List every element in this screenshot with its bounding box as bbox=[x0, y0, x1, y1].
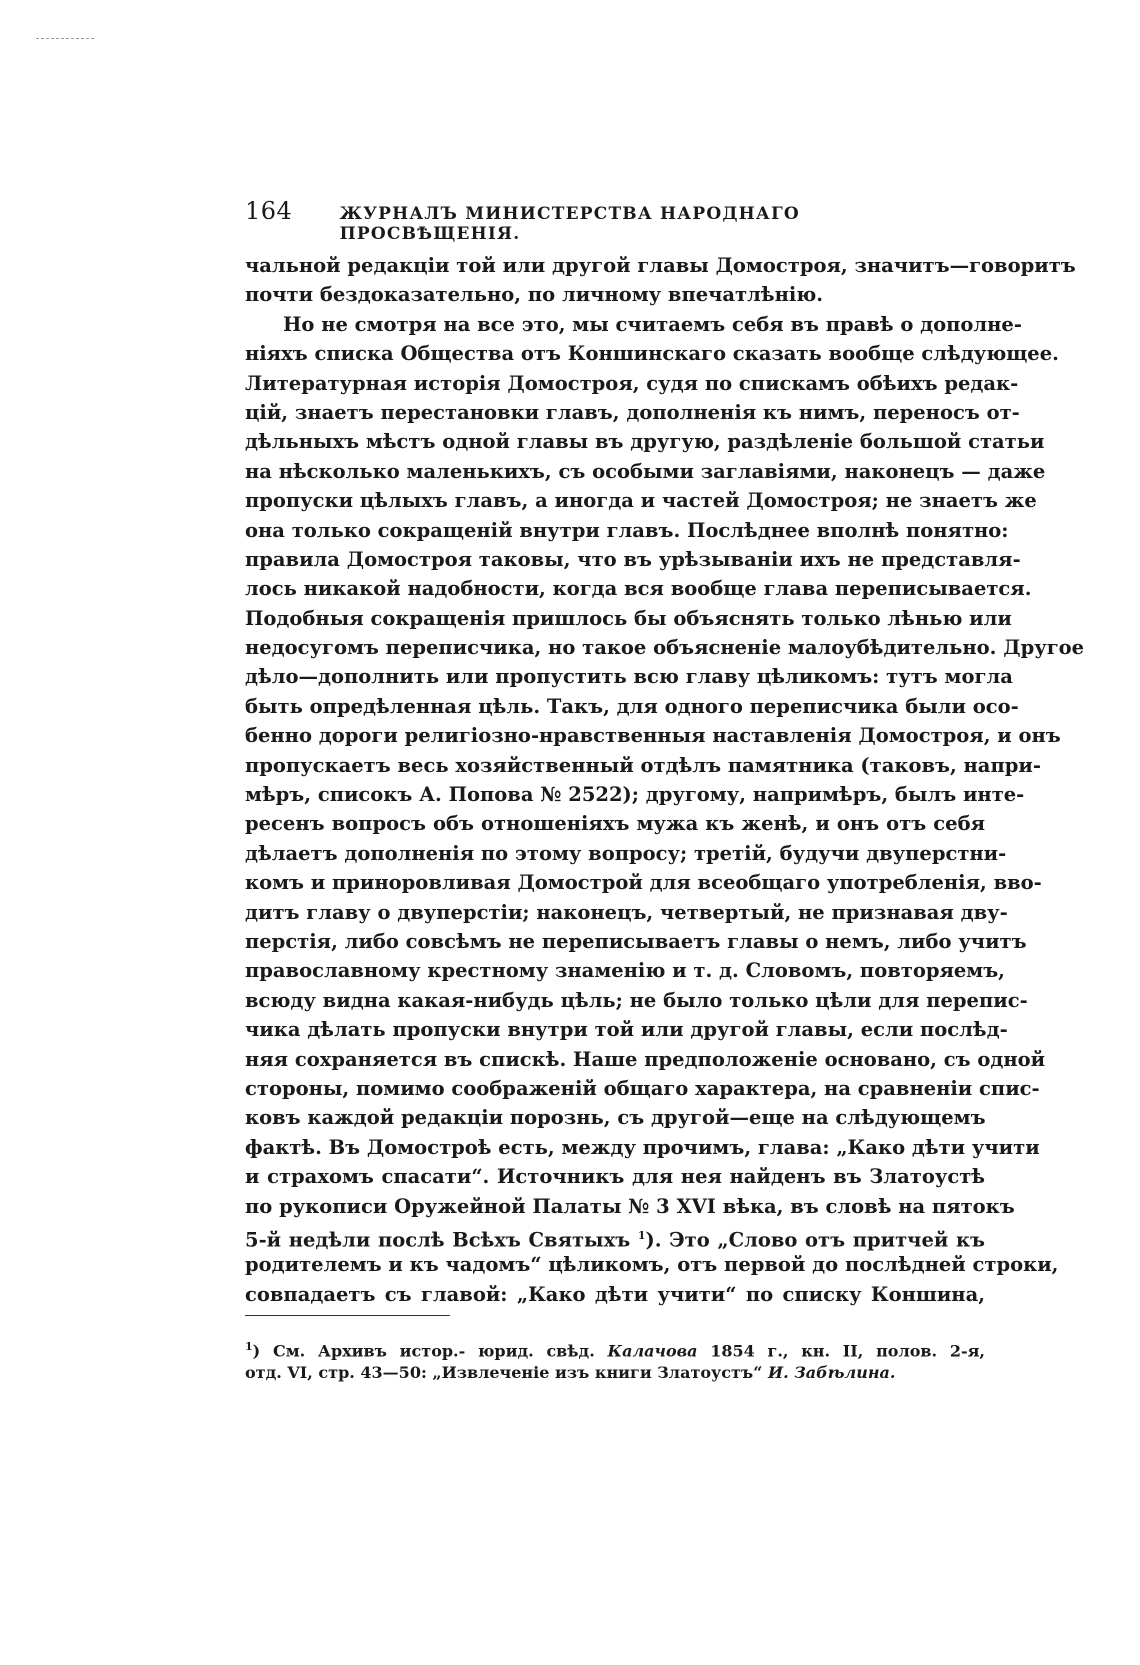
text-fragment: 5-й недѣли послѣ Всѣхъ Святыхъ bbox=[245, 1228, 631, 1252]
text-line: Литературная исторія Домостроя, судя по спискамъ обѣихъ редак- bbox=[245, 371, 1019, 395]
text-line: дѣло—дополнить или пропустить всю главу цѣликомъ: тутъ могла bbox=[245, 665, 1013, 689]
text-line: мѣръ, списокъ А. Попова № 2522); другому, напримѣръ, былъ инте- bbox=[245, 783, 1025, 807]
author-name: Калачова bbox=[607, 1341, 698, 1361]
footnote-line bbox=[245, 1334, 985, 1360]
text-line: пропуски цѣлыхъ главъ, а иногда и частей Домостроя; не знаетъ же bbox=[245, 489, 1037, 513]
text-fragment: отд. VI, стр. 43—50: „Извлеченіе изъ книги Златоустъ“ bbox=[245, 1363, 768, 1383]
text-fragment: ) См. Архивъ истор.- юрид. свѣд. bbox=[252, 1341, 608, 1361]
footnote-marker: 1 bbox=[245, 1340, 253, 1354]
body-text bbox=[245, 251, 1085, 1309]
footnote-reference: 1 bbox=[637, 1228, 646, 1242]
text-line: и страхомъ спасати“. Источникъ для нея найденъ въ Златоустѣ bbox=[245, 1165, 985, 1189]
text-line: родителемъ и къ чадомъ“ цѣликомъ, отъ первой до послѣдней строки, bbox=[245, 1253, 1059, 1277]
text-line: ніяхъ списка Общества отъ Коншинскаго сказать вообще слѣдующее. bbox=[245, 342, 1059, 366]
text-line: Подобныя сокращенія пришлось бы объяснять только лѣнью или bbox=[245, 606, 1012, 630]
author-name: И. Забѣлина. bbox=[767, 1363, 896, 1383]
text-line: цій, знаетъ перестановки главъ, дополненія къ нимъ, переносъ от- bbox=[245, 400, 1020, 424]
scan-edge-mark bbox=[36, 38, 94, 40]
text-line: быть опредѣленная цѣль. Такъ, для одного переписчика были осо- bbox=[245, 694, 1019, 718]
text-line: перстія, либо совсѣмъ не переписываетъ главы о немъ, либо учитъ bbox=[245, 929, 1027, 953]
text-line: Но не смотря на все это, мы считаемъ себя въ правѣ о дополне- bbox=[283, 312, 1022, 336]
text-line: на нѣсколько маленькихъ, съ особыми заглавіями, наконецъ — даже bbox=[245, 459, 1046, 483]
text-line: дѣлаетъ дополненія по этому вопросу; третій, будучи двуперстни- bbox=[245, 841, 1007, 865]
page-header bbox=[245, 197, 985, 244]
footnote-separator bbox=[245, 1315, 450, 1316]
text-line: всюду видна какая-нибудь цѣль; не было только цѣли для перепис- bbox=[245, 988, 1028, 1012]
page-content bbox=[245, 197, 1085, 1386]
text-line: она только сокращеній внутри главъ. Послѣднее вполнѣ понятно: bbox=[245, 518, 1009, 542]
text-line: правила Домостроя таковы, что въ урѣзываніи ихъ не представля- bbox=[245, 547, 1021, 571]
footnote-line bbox=[245, 1360, 985, 1386]
text-line: пропускаетъ весь хозяйственный отдѣлъ памятника (таковъ, напри- bbox=[245, 753, 1041, 777]
text-line: чика дѣлать пропуски внутри той или другой главы, если послѣд- bbox=[245, 1018, 1008, 1042]
text-line: бенно дороги религіозно-нравственныя наставленія Домостроя, и онъ bbox=[245, 724, 1061, 748]
footnote bbox=[245, 1334, 985, 1386]
text-line: дитъ главу о двуперстіи; наконецъ, четвертый, не признавая дву- bbox=[245, 900, 1008, 924]
text-fragment: ). Это „Слово отъ притчей къ bbox=[645, 1228, 985, 1252]
page-number: 164 bbox=[245, 197, 293, 225]
paragraph-1 bbox=[245, 251, 1076, 310]
text-line: лось никакой надобности, когда вся вообще глава переписывается. bbox=[245, 577, 1032, 601]
text-line: православному крестному знаменію и т. д. Словомъ, повторяемъ, bbox=[245, 959, 1005, 983]
text-line: няя сохраняется въ спискѣ. Наше предположеніе основано, съ одной bbox=[245, 1047, 1046, 1071]
text-line: почти бездоказательно, по личному впечатлѣнію. bbox=[245, 283, 824, 307]
text-line: комъ и приноровливая Домострой для всеобщаго употребленія, вво- bbox=[245, 871, 1042, 895]
text-line: фактѣ. Въ Домостроѣ есть, между прочимъ, глава: „Како дѣти учити bbox=[245, 1135, 1040, 1159]
text-fragment: 1854 г., кн. II, полов. 2-я, bbox=[697, 1341, 986, 1361]
text-line: ковъ каждой редакціи порознь, съ другой—еще на слѣдующемъ bbox=[245, 1106, 986, 1130]
text-line-with-footnote-ref bbox=[245, 1221, 985, 1250]
text-line: по рукописи Оружейной Палаты № 3 XVI вѣка, въ словѣ на пятокъ bbox=[245, 1194, 1015, 1218]
paragraph-2 bbox=[245, 310, 1085, 1309]
text-line: дѣльныхъ мѣстъ одной главы въ другую, раздѣленіе большой статьи bbox=[245, 430, 1045, 454]
text-line: совпадаетъ съ главой: „Како дѣти учити“ по списку Коншина, bbox=[245, 1282, 985, 1306]
text-line: стороны, помимо соображеній общаго характера, на сравненіи спис- bbox=[245, 1076, 1040, 1100]
text-line: чальной редакціи той или другой главы Домостроя, значитъ—говоритъ bbox=[245, 254, 1076, 277]
text-line: недосугомъ переписчика, но такое объясненіе малоубѣдительно. Другое bbox=[245, 636, 1085, 660]
running-title: ЖУРНАЛЪ МИНИСТЕРСТВА НАРОДНАГО ПРОСВѢЩЕНІЯ. bbox=[339, 204, 800, 244]
text-line: ресенъ вопросъ объ отношеніяхъ мужа къ женѣ, и онъ отъ себя bbox=[245, 812, 985, 836]
